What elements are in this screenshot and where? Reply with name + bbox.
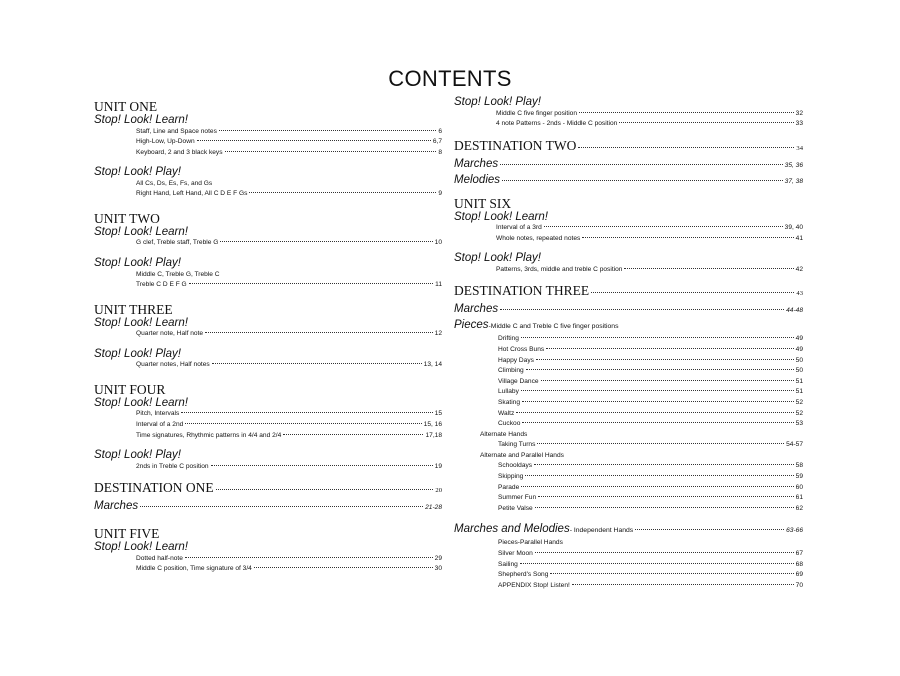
- toc-entry[interactable]: Middle C position, Time signature of 3/4 30: [136, 565, 442, 573]
- toc-destination-entry[interactable]: DESTINATION THREE 43: [454, 283, 803, 299]
- toc-entry[interactable]: Village Dance 51: [498, 377, 803, 385]
- section-subheading: Stop! Look! Learn!: [94, 541, 188, 554]
- section-subheading: Stop! Look! Play!: [94, 166, 181, 179]
- unit-heading: UNIT FIVE: [94, 526, 160, 542]
- toc-entry[interactable]: Waltz 52: [498, 409, 803, 417]
- section-subheading: Stop! Look! Learn!: [94, 225, 188, 238]
- toc-entry[interactable]: Right Hand, Left Hand, All C D E F Gs 9: [136, 190, 442, 198]
- toc-entry[interactable]: Taking Turns 54-57: [498, 441, 803, 449]
- section-subheading: Stop! Look! Play!: [454, 252, 541, 265]
- toc-entry[interactable]: Quarter notes, Half notes 13, 14: [136, 361, 442, 369]
- toc-entry[interactable]: 4 note Patterns - 2nds - Middle C position 33: [496, 120, 803, 128]
- toc-entry[interactable]: Climbing 50: [498, 367, 803, 375]
- toc-entry[interactable]: Happy Days 50: [498, 356, 803, 364]
- toc-entry[interactable]: Staff, Line and Space notes 6: [136, 127, 442, 135]
- section-subheading: Stop! Look! Learn!: [94, 316, 188, 329]
- page-title: CONTENTS: [388, 66, 512, 91]
- toc-entry[interactable]: High-Low, Up-Down 6,7: [136, 138, 442, 146]
- toc-entry[interactable]: Cuckoo 53: [498, 420, 803, 428]
- toc-entry: Middle C, Treble G, Treble C: [136, 270, 220, 278]
- toc-entry[interactable]: Melodies 37, 38: [454, 173, 803, 186]
- unit-heading: UNIT ONE: [94, 99, 158, 114]
- toc-entry[interactable]: Patterns, 3rds, middle and treble C position 42: [496, 265, 803, 273]
- unit-heading: UNIT SIX: [454, 195, 512, 211]
- toc-entry[interactable]: Silver Moon 67: [498, 549, 803, 557]
- toc-entry[interactable]: Quarter note, Half note 12: [136, 330, 442, 338]
- toc-entry[interactable]: Marches 35, 36: [454, 157, 803, 170]
- toc-entry[interactable]: Pitch, Intervals 15: [136, 410, 442, 418]
- toc-entry: All Cs, Ds, Es, Fs, and Gs: [136, 179, 213, 187]
- toc-entry[interactable]: 2nds in Treble C position 19: [136, 462, 442, 470]
- toc-entry[interactable]: Shepherd's Song 69: [498, 571, 803, 579]
- section-subheading: Stop! Look! Learn!: [94, 114, 188, 126]
- section-subheading: Stop! Look! Learn!: [454, 210, 548, 223]
- toc-entry[interactable]: Interval of a 3rd 39, 40: [496, 224, 803, 232]
- toc-entry[interactable]: Petite Valse 62: [498, 504, 803, 512]
- toc-entry[interactable]: Schooldays 58: [498, 462, 803, 470]
- toc-entry[interactable]: Time signatures, Rhythmic patterns in 4/4 and 2/4 17,18: [136, 431, 442, 439]
- contents-right-column: [454, 96, 803, 591]
- section-subheading: Stop! Look! Play!: [94, 449, 181, 462]
- toc-entry[interactable]: Skating 52: [498, 399, 803, 407]
- pieces-heading: Pieces -Middle C and Treble C five finger positions: [454, 319, 619, 332]
- toc-destination-entry[interactable]: DESTINATION TWO 34: [454, 137, 803, 153]
- toc-destination-entry[interactable]: DESTINATION ONE 20: [94, 480, 442, 496]
- toc-group-heading: Alternate and Parallel Hands: [480, 451, 564, 459]
- toc-entry[interactable]: G clef, Treble staff, Treble G 10: [136, 239, 442, 247]
- toc-entry[interactable]: Dotted half-note 29: [136, 554, 442, 562]
- toc-entry[interactable]: Drifting 49: [498, 335, 803, 343]
- toc-entry[interactable]: Hot Cross Buns 49: [498, 346, 803, 354]
- toc-entry[interactable]: Marches 44-48: [454, 303, 803, 316]
- toc-entry[interactable]: Interval of a 2nd 15, 16: [136, 421, 442, 429]
- toc-entry[interactable]: Lullaby 51: [498, 388, 803, 396]
- toc-entry[interactable]: Keyboard, 2 and 3 black keys 8: [136, 148, 442, 156]
- section-subheading: Stop! Look! Play!: [94, 347, 181, 360]
- toc-group-heading: Alternate Hands: [480, 430, 528, 438]
- toc-entry[interactable]: Skipping 59: [498, 473, 803, 480]
- toc-entry[interactable]: Middle C five finger position 32: [496, 109, 803, 117]
- section-subheading: Stop! Look! Play!: [454, 96, 541, 108]
- toc-entry[interactable]: APPENDIX Stop! Listen! 70: [498, 581, 803, 589]
- toc-entry[interactable]: Sailing 68: [498, 560, 803, 568]
- toc-entry[interactable]: Summer Fun 61: [498, 494, 803, 502]
- contents-left-column: [94, 96, 442, 575]
- unit-heading: UNIT TWO: [94, 210, 160, 226]
- toc-group-heading: Pieces-Parallel Hands: [498, 539, 563, 547]
- toc-entry[interactable]: Marches and Melodies - Independent Hands 63-66: [454, 523, 803, 536]
- toc-entry[interactable]: Parade 60: [498, 483, 803, 491]
- unit-heading: UNIT FOUR: [94, 381, 166, 397]
- unit-heading: UNIT THREE: [94, 301, 173, 317]
- section-subheading: Stop! Look! Play!: [94, 257, 181, 270]
- toc-entry[interactable]: Treble C D E F G 11: [136, 281, 442, 289]
- toc-entry[interactable]: Whole notes, repeated notes 41: [496, 234, 803, 242]
- toc-entry[interactable]: Marches 21-28: [94, 500, 442, 513]
- section-subheading: Stop! Look! Learn!: [94, 396, 188, 409]
